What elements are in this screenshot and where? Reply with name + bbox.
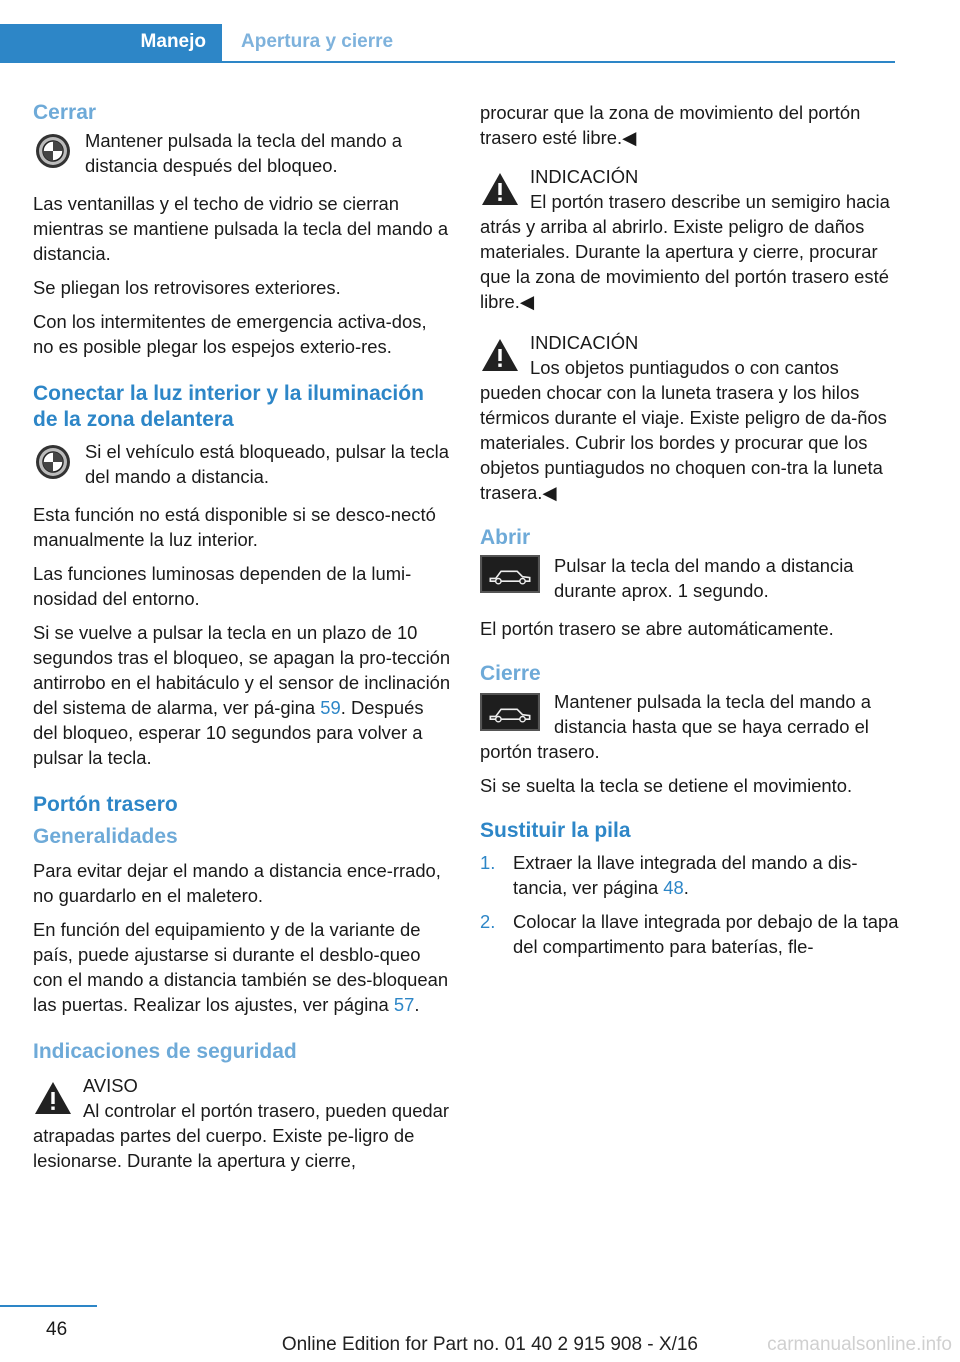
abrir-icon-text: Pulsar la tecla del mando a distancia durante aprox. 1 segundo. bbox=[554, 555, 854, 601]
cerrar-icon-text: Mantener pulsada la tecla del mando a distancia después del bloqueo. bbox=[85, 130, 402, 176]
heading-cierre: Cierre bbox=[480, 662, 541, 685]
cierre-icon-text: Mantener pulsada la tecla del mando a distancia hasta que se haya cerrado el portón trasero. bbox=[480, 691, 871, 762]
porton-paragraph-2: En función del equipamiento y de la variante de país, puede ajustarse si durante el desblo‐queo con el mando a distancia también se des‐bloquean las puertas. Realizar los ajustes, ver página 57. bbox=[33, 919, 449, 1015]
page-link-59[interactable]: 59 bbox=[320, 697, 341, 718]
cerrar-paragraph-3: Con los intermitentes de emergencia activa‐dos, no es posible plegar los espejos exterio‐res. bbox=[33, 311, 427, 357]
luz-instruction bbox=[33, 439, 451, 489]
tab-apertura-y-cierre[interactable]: Apertura y cierre bbox=[241, 31, 394, 52]
tab-manejo-label: Manejo bbox=[140, 31, 206, 52]
abrir-instruction bbox=[480, 553, 900, 603]
cerrar-instruction bbox=[33, 128, 451, 178]
page-number: 46 bbox=[46, 1319, 68, 1340]
list-item: 1. Extraer la llave integrada del mando a dis‐tancia, ver página 48. bbox=[480, 852, 858, 898]
luz-paragraph-2: Las funciones luminosas dependen de la lumi‐nosidad del entorno. bbox=[33, 563, 412, 609]
warning-indicacion-1 bbox=[480, 164, 900, 314]
warning-indicacion-1-text: El portón trasero describe un semigiro hacia atrás y arriba al abrirlo. Existe peligro de daños materiales. Durante la apertura y cierre, procurar que la zona de movimiento del portón trasero esté libre.◀ bbox=[480, 191, 890, 312]
warning-indicacion-2-text: Los objetos puntiagudos o con cantos pueden chocar con la luneta trasera y los hilos térmicos durante el viaje. Existe peligro de da‐ños materiales. Cubrir los bordes y procurar que los objetos puntiagudos no choquen con‐tra la luneta trasera.◀ bbox=[480, 357, 887, 503]
car-trunk-button-icon bbox=[480, 693, 540, 731]
porton-paragraph-1: Para evitar dejar el mando a distancia ence‐rrado, no guardarlo en el maletero. bbox=[33, 860, 441, 906]
pila-steps bbox=[480, 850, 900, 959]
warning-indicacion-1-title: INDICACIÓN bbox=[530, 166, 639, 187]
watermark: carmanualsonline.info bbox=[767, 1334, 952, 1355]
car-trunk-button-icon bbox=[480, 555, 540, 593]
continued-text: procurar que la zona de movimiento del portón trasero esté libre.◀ bbox=[480, 102, 861, 148]
page-link-57[interactable]: 57 bbox=[393, 994, 415, 1015]
heading-generalidades: Generalidades bbox=[33, 825, 178, 848]
footer-divider bbox=[0, 1305, 97, 1307]
warning-indicacion-2 bbox=[480, 330, 900, 505]
cerrar-paragraph-1: Las ventanillas y el techo de vidrio se cierran mientras se mantiene pulsada la tecla del mando a distancia. bbox=[33, 193, 449, 264]
heading-indicaciones-seguridad: Indicaciones de seguridad bbox=[33, 1040, 297, 1063]
cerrar-paragraph-2: Se pliegan los retrovisores exteriores. bbox=[33, 277, 341, 298]
warning-indicacion-2-title: INDICACIÓN bbox=[530, 332, 639, 353]
left-column bbox=[33, 100, 451, 1185]
warning-triangle-icon bbox=[480, 170, 520, 208]
heading-porton-trasero: Portón trasero bbox=[33, 793, 178, 816]
cierre-instruction bbox=[480, 689, 900, 764]
heading-conectar-luz: Conectar la luz interior y la iluminación de la zona delantera bbox=[33, 382, 424, 431]
bmw-key-icon bbox=[35, 133, 71, 169]
cierre-paragraph: Si se suelta la tecla se detiene el movimiento. bbox=[480, 775, 853, 796]
warning-aviso-title: AVISO bbox=[83, 1075, 138, 1096]
heading-sustituir-pila: Sustituir la pila bbox=[480, 819, 631, 842]
warning-aviso-text: Al controlar el portón trasero, pueden quedar atrapadas partes del cuerpo. Existe pe‐ligro de lesionarse. Durante la apertura y cierre, bbox=[33, 1100, 449, 1171]
warning-triangle-icon bbox=[33, 1079, 73, 1117]
page-header bbox=[0, 24, 895, 63]
warning-aviso bbox=[33, 1073, 451, 1173]
bmw-key-icon bbox=[35, 444, 71, 480]
tab-manejo[interactable] bbox=[0, 24, 222, 61]
list-item: 2. Colocar la llave integrada por debajo de la tapa del compartimento para baterías, fle‐ bbox=[480, 911, 899, 957]
luz-paragraph-3: Si se vuelve a pulsar la tecla en un plazo de 10 segundos tras el bloqueo, se apagan la pro‐tección antirrobo en el habitáculo y el sensor de inclinación del sistema de alarma, ver pá‐gina 59. Después del bloqueo, esperar 10 segundos para volver a pulsar la tecla. bbox=[33, 622, 451, 768]
page-link-48[interactable]: 48 bbox=[663, 877, 684, 898]
warning-triangle-icon bbox=[480, 336, 520, 374]
luz-icon-text: Si el vehículo está bloqueado, pulsar la tecla del mando a distancia. bbox=[85, 441, 449, 487]
right-column bbox=[480, 100, 900, 968]
heading-abrir: Abrir bbox=[480, 526, 531, 549]
heading-cerrar: Cerrar bbox=[33, 101, 97, 124]
edition-text: Online Edition for Part no. 01 40 2 915 908 - X/16 bbox=[281, 1334, 698, 1355]
abrir-paragraph: El portón trasero se abre automáticamente. bbox=[480, 618, 834, 639]
luz-paragraph-1: Esta función no está disponible si se desco‐nectó manualmente la luz interior. bbox=[33, 504, 436, 550]
